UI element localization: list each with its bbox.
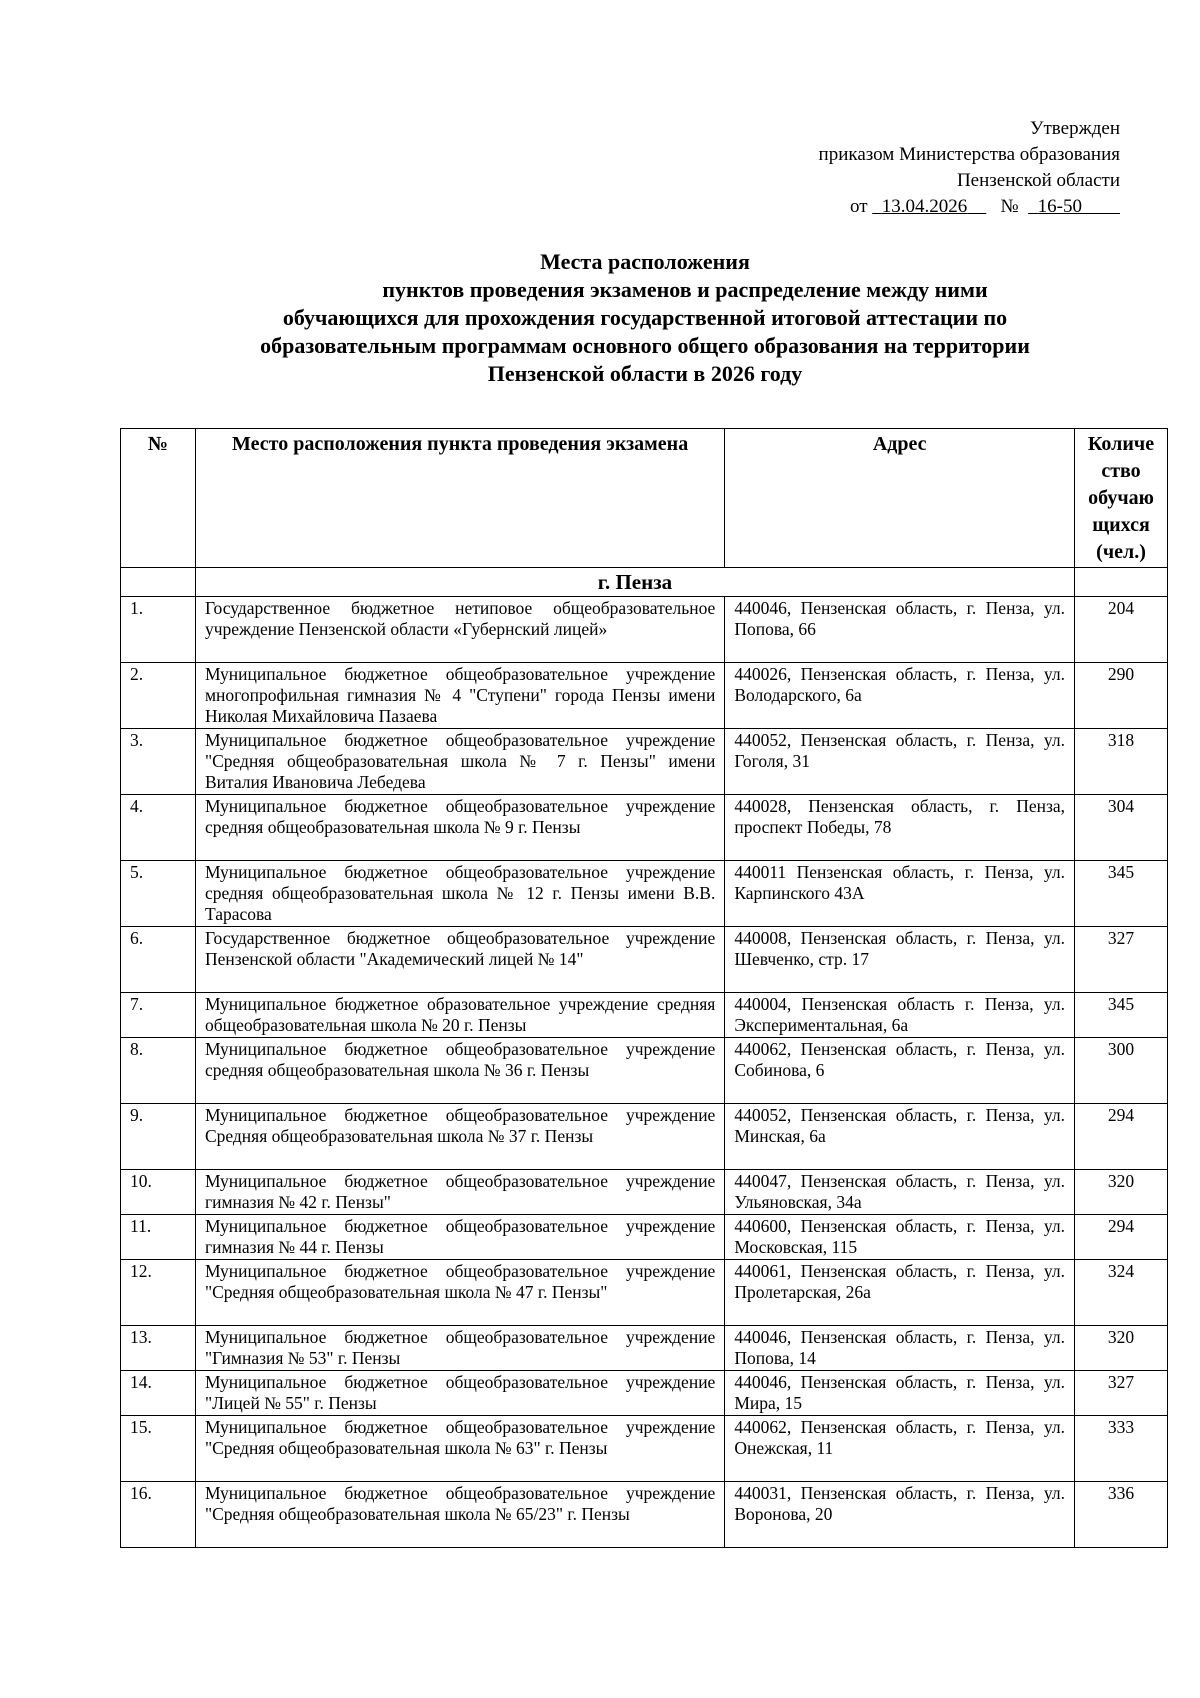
title-line-2: пунктов проведения экзаменов и распределение между ними [382, 277, 988, 302]
row-place: Муниципальное бюджетное образовательное учреждение средняя общеобразовательная школа № 20 г. Пензы [195, 993, 724, 1038]
row-count: 320 [1075, 1170, 1168, 1215]
row-number: 7. [121, 993, 196, 1038]
row-number: 10. [121, 1170, 196, 1215]
row-place: Муниципальное бюджетное общеобразовательное учреждение многопрофильная гимназия № 4 "Ступени" города Пензы имени Николая Михайловича Пазаева [195, 663, 724, 729]
row-count: 327 [1075, 927, 1168, 993]
row-address: 440062, Пензенская область, г. Пенза, ул. Онежская, 11 [725, 1416, 1075, 1482]
title-line-5: Пензенской области в 2026 году [487, 361, 803, 386]
row-address: 440046, Пензенская область, г. Пенза, ул. Попова, 14 [725, 1326, 1075, 1371]
row-count: 333 [1075, 1416, 1168, 1482]
table-row [121, 1482, 1168, 1548]
row-number: 13. [121, 1326, 196, 1371]
row-count: 336 [1075, 1482, 1168, 1548]
row-count: 324 [1075, 1260, 1168, 1326]
row-count: 294 [1075, 1215, 1168, 1260]
row-address: 440052, Пензенская область, г. Пенза, ул. Минская, 6а [725, 1104, 1075, 1170]
row-place: Муниципальное бюджетное общеобразовательное учреждение гимназия № 44 г. Пензы [195, 1215, 724, 1260]
row-place: Муниципальное бюджетное общеобразовательное учреждение средняя общеобразовательная школа № 9 г. Пензы [195, 795, 724, 861]
approval-line-region: Пензенской области [956, 170, 1120, 191]
row-place: Муниципальное бюджетное общеобразовательное учреждение "Лицей № 55" г. Пензы [195, 1371, 724, 1416]
row-address: 440004, Пензенская область г. Пенза, ул. Экспериментальная, 6а [725, 993, 1075, 1038]
row-count: 327 [1075, 1371, 1168, 1416]
table-row [121, 1371, 1168, 1416]
row-number: 5. [121, 861, 196, 927]
table-row [121, 1260, 1168, 1326]
title-line-4: образовательным программам основного общего образования на территории [260, 333, 1030, 358]
approval-line-approved: Утвержден [1030, 118, 1120, 139]
number-prefix: № [1000, 196, 1019, 217]
row-count: 320 [1075, 1326, 1168, 1371]
row-place: Муниципальное бюджетное общеобразовательное учреждение "Средняя общеобразовательная школа № 7 г. Пензы" имени Виталия Ивановича Лебедева [195, 729, 724, 795]
row-address: 440061, Пензенская область, г. Пенза, ул. Пролетарская, 26а [725, 1260, 1075, 1326]
table-row [121, 993, 1168, 1038]
row-count: 318 [1075, 729, 1168, 795]
row-number: 11. [121, 1215, 196, 1260]
row-count: 345 [1075, 993, 1168, 1038]
row-count: 345 [1075, 861, 1168, 927]
header-count: Количе ство обучаю щихся (чел.) [1075, 429, 1168, 568]
approval-date-line [819, 194, 1120, 220]
row-address: 440026, Пензенская область, г. Пенза, ул. Володарского, 6а [725, 663, 1075, 729]
table-row [121, 1170, 1168, 1215]
table-row [121, 1215, 1168, 1260]
row-number: 16. [121, 1482, 196, 1548]
row-count: 204 [1075, 597, 1168, 663]
row-number: 8. [121, 1038, 196, 1104]
title-line-1: Места расположения [540, 249, 750, 274]
table-row [121, 729, 1168, 795]
row-number: 2. [121, 663, 196, 729]
row-count: 294 [1075, 1104, 1168, 1170]
row-address: 440047, Пензенская область, г. Пенза, ул. Ульяновская, 34а [725, 1170, 1075, 1215]
row-count: 290 [1075, 663, 1168, 729]
row-place: Государственное бюджетное нетиповое общеобразовательное учреждение Пензенской области «Губернский лицей» [195, 597, 724, 663]
table-row [121, 1416, 1168, 1482]
row-address: 440008, Пензенская область, г. Пенза, ул. Шевченко, стр. 17 [725, 927, 1075, 993]
table-row [121, 927, 1168, 993]
row-count: 300 [1075, 1038, 1168, 1104]
row-address: 440052, Пензенская область, г. Пенза, ул. Гоголя, 31 [725, 729, 1075, 795]
date-prefix: от [849, 196, 868, 217]
title-line-3: обучающихся для прохождения государственной итоговой аттестации по [282, 305, 1008, 330]
city-name: г. Пенза [195, 568, 1074, 597]
table-row [121, 663, 1168, 729]
header-address: Адрес [725, 429, 1075, 568]
exam-points-table [120, 428, 1168, 1548]
row-number: 4. [121, 795, 196, 861]
row-place: Муниципальное бюджетное общеобразовательное учреждение гимназия № 42 г. Пензы" [195, 1170, 724, 1215]
table-row [121, 795, 1168, 861]
row-address: 440600, Пензенская область, г. Пенза, ул. Московская, 115 [725, 1215, 1075, 1260]
row-place: Муниципальное бюджетное общеобразовательное учреждение "Средняя общеобразовательная школа № 65/23" г. Пензы [195, 1482, 724, 1548]
row-count: 304 [1075, 795, 1168, 861]
row-place: Муниципальное бюджетное общеобразовательное учреждение "Средняя общеобразовательная школа № 47 г. Пензы" [195, 1260, 724, 1326]
document-title [120, 248, 1170, 388]
row-place: Муниципальное бюджетное общеобразовательное учреждение "Средняя общеобразовательная школа № 63" г. Пензы [195, 1416, 724, 1482]
table-row [121, 861, 1168, 927]
table-header-row [121, 429, 1168, 568]
row-place: Муниципальное бюджетное общеобразовательное учреждение средняя общеобразовательная школа № 12 г. Пензы имени В.В. Тарасова [195, 861, 724, 927]
approval-line-order: приказом Министерства образования [818, 144, 1120, 165]
approval-block [819, 116, 1120, 220]
city-row [121, 568, 1168, 597]
row-address: 440046, Пензенская область, г. Пенза, ул. Мира, 15 [725, 1371, 1075, 1416]
header-place: Место расположения пункта проведения экзамена [195, 429, 724, 568]
row-number: 12. [121, 1260, 196, 1326]
row-address: 440011 Пензенская область, г. Пенза, ул. Карпинского 43А [725, 861, 1075, 927]
row-place: Государственное бюджетное общеобразовательное учреждение Пензенской области "Академический лицей № 14" [195, 927, 724, 993]
row-place: Муниципальное бюджетное общеобразовательное учреждение средняя общеобразовательная школа № 36 г. Пензы [195, 1038, 724, 1104]
order-date: 13.04.2026 [881, 196, 968, 217]
header-num: № [121, 429, 196, 568]
table-row [121, 1038, 1168, 1104]
row-number: 6. [121, 927, 196, 993]
row-place: Муниципальное бюджетное общеобразовательное учреждение "Гимназия № 53" г. Пензы [195, 1326, 724, 1371]
row-address: 440031, Пензенская область, г. Пенза, ул. Воронова, 20 [725, 1482, 1075, 1548]
row-place: Муниципальное бюджетное общеобразовательное учреждение Средняя общеобразовательная школа № 37 г. Пензы [195, 1104, 724, 1170]
row-number: 14. [121, 1371, 196, 1416]
table-row [121, 1326, 1168, 1371]
table-row [121, 1104, 1168, 1170]
row-number: 3. [121, 729, 196, 795]
row-number: 15. [121, 1416, 196, 1482]
row-number: 1. [121, 597, 196, 663]
row-address: 440028, Пензенская область, г. Пенза, проспект Победы, 78 [725, 795, 1075, 861]
row-address: 440046, Пензенская область, г. Пенза, ул. Попова, 66 [725, 597, 1075, 663]
row-number: 9. [121, 1104, 196, 1170]
order-number: 16-50 [1037, 196, 1082, 217]
row-address: 440062, Пензенская область, г. Пенза, ул. Собинова, 6 [725, 1038, 1075, 1104]
table-row [121, 597, 1168, 663]
